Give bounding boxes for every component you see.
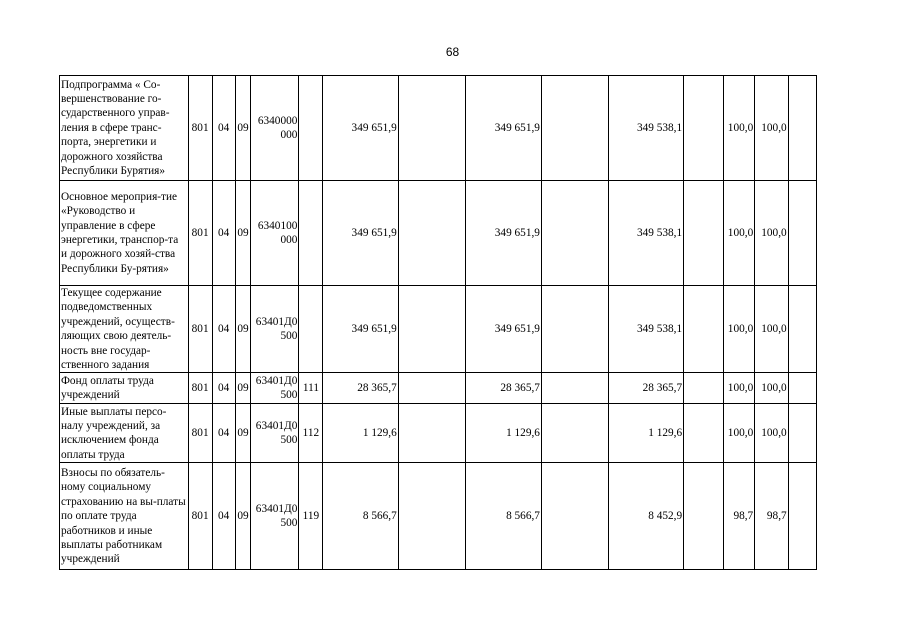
- empty-cell: [788, 404, 816, 463]
- value-actual: 349 538,1: [608, 76, 683, 181]
- empty-cell: [398, 181, 465, 286]
- row-name: Фонд оплаты труда учреждений: [60, 373, 189, 404]
- empty-cell: [788, 463, 816, 570]
- target-article-line: 500: [280, 434, 298, 447]
- empty-cell: [684, 76, 724, 181]
- value-refined: 28 365,7: [465, 373, 541, 404]
- value-plan: 28 365,7: [323, 373, 398, 404]
- percent-refined: 100,0: [755, 76, 788, 181]
- empty-cell: [541, 373, 608, 404]
- target-article: [251, 463, 299, 570]
- expense-type: 119: [299, 463, 323, 570]
- empty-cell: [788, 373, 816, 404]
- row-name: Взносы по обязатель-ному социальному страхованию на вы-платы по оплате труда работников и иные выплаты работникам учреждений: [60, 463, 189, 570]
- target-article: [251, 404, 299, 463]
- target-article: [251, 76, 299, 181]
- expense-type: [299, 76, 323, 181]
- pr-code: 09: [235, 404, 251, 463]
- grbs-code: 801: [188, 76, 212, 181]
- target-article-line: 500: [280, 389, 298, 402]
- empty-cell: [398, 404, 465, 463]
- target-article-line: 500: [280, 517, 298, 530]
- percent-plan: 100,0: [723, 76, 754, 181]
- target-article-line: 63401Д0: [255, 503, 298, 516]
- rz-code: 04: [212, 76, 235, 181]
- value-refined: 349 651,9: [465, 181, 541, 286]
- grbs-code: 801: [188, 404, 212, 463]
- empty-cell: [541, 404, 608, 463]
- grbs-code: 801: [188, 463, 212, 570]
- grbs-code: 801: [188, 286, 212, 373]
- target-article-line: 63401Д0: [255, 420, 298, 433]
- percent-refined: 100,0: [755, 373, 788, 404]
- value-plan: 8 566,7: [323, 463, 398, 570]
- rz-code: 04: [212, 286, 235, 373]
- value-actual: 349 538,1: [608, 286, 683, 373]
- empty-cell: [541, 181, 608, 286]
- value-plan: 349 651,9: [323, 76, 398, 181]
- percent-refined: 98,7: [755, 463, 788, 570]
- expense-type: 112: [299, 404, 323, 463]
- value-actual: 8 452,9: [608, 463, 683, 570]
- value-plan: 349 651,9: [323, 286, 398, 373]
- value-plan: 349 651,9: [323, 181, 398, 286]
- target-article: [251, 373, 299, 404]
- budget-table: [59, 75, 817, 570]
- row-name: Подпрограмма « Со-вершенствование го-сударственного управ-ления в сфере транс-порта, энергетики и дорожного хозяйства Республики Бурятия»: [60, 76, 189, 181]
- empty-cell: [541, 286, 608, 373]
- value-refined: 349 651,9: [465, 286, 541, 373]
- table-row: [60, 463, 817, 570]
- pr-code: 09: [235, 181, 251, 286]
- pr-code: 09: [235, 373, 251, 404]
- empty-cell: [541, 463, 608, 570]
- value-actual: 1 129,6: [608, 404, 683, 463]
- percent-plan: 98,7: [723, 463, 754, 570]
- rz-code: 04: [212, 181, 235, 286]
- expense-type: [299, 286, 323, 373]
- target-article-line: 500: [280, 330, 298, 343]
- row-name: Основное мероприя-тие «Руководство и управление в сфере энергетики, транспор-та и дорожного хозяй-ства Республики Бу-рятия»: [60, 181, 189, 286]
- target-article-line: 000: [280, 234, 298, 246]
- empty-cell: [788, 76, 816, 181]
- grbs-code: 801: [188, 373, 212, 404]
- percent-plan: 100,0: [723, 373, 754, 404]
- empty-cell: [398, 463, 465, 570]
- empty-cell: [788, 286, 816, 373]
- empty-cell: [398, 76, 465, 181]
- percent-plan: 100,0: [723, 286, 754, 373]
- empty-cell: [398, 286, 465, 373]
- percent-plan: 100,0: [723, 404, 754, 463]
- pr-code: 09: [235, 463, 251, 570]
- rz-code: 04: [212, 373, 235, 404]
- percent-refined: 100,0: [755, 286, 788, 373]
- expense-type: [299, 181, 323, 286]
- value-refined: 8 566,7: [465, 463, 541, 570]
- row-name: Текущее содержание подведомственных учреждений, осуществ-ляющих свою деятель-ность вне государ-ственного задания: [60, 286, 189, 373]
- table-row: [60, 181, 817, 286]
- empty-cell: [684, 286, 724, 373]
- target-article-line: 000: [280, 129, 298, 141]
- empty-cell: [684, 181, 724, 286]
- target-article: [251, 286, 299, 373]
- table-row: [60, 373, 817, 404]
- empty-cell: [398, 373, 465, 404]
- target-article-line: 63401Д0: [255, 316, 298, 329]
- value-actual: 349 538,1: [608, 181, 683, 286]
- target-article-line: 63401Д0: [255, 375, 298, 388]
- percent-refined: 100,0: [755, 404, 788, 463]
- empty-cell: [788, 181, 816, 286]
- row-name: Иные выплаты персо-налу учреждений, за исключением фонда оплаты труда: [60, 404, 189, 463]
- value-plan: 1 129,6: [323, 404, 398, 463]
- page-number: 68: [445, 45, 460, 59]
- empty-cell: [684, 404, 724, 463]
- target-article-line: 6340000: [257, 115, 298, 127]
- target-article: [251, 181, 299, 286]
- rz-code: 04: [212, 404, 235, 463]
- empty-cell: [541, 76, 608, 181]
- value-refined: 1 129,6: [465, 404, 541, 463]
- table-row: [60, 404, 817, 463]
- percent-refined: 100,0: [755, 181, 788, 286]
- grbs-code: 801: [188, 181, 212, 286]
- value-refined: 349 651,9: [465, 76, 541, 181]
- expense-type: 111: [299, 373, 323, 404]
- pr-code: 09: [235, 286, 251, 373]
- table-row: [60, 76, 817, 181]
- value-actual: 28 365,7: [608, 373, 683, 404]
- target-article-line: 6340100: [257, 220, 298, 232]
- percent-plan: 100,0: [723, 181, 754, 286]
- rz-code: 04: [212, 463, 235, 570]
- empty-cell: [684, 463, 724, 570]
- pr-code: 09: [235, 76, 251, 181]
- empty-cell: [684, 373, 724, 404]
- table-row: [60, 286, 817, 373]
